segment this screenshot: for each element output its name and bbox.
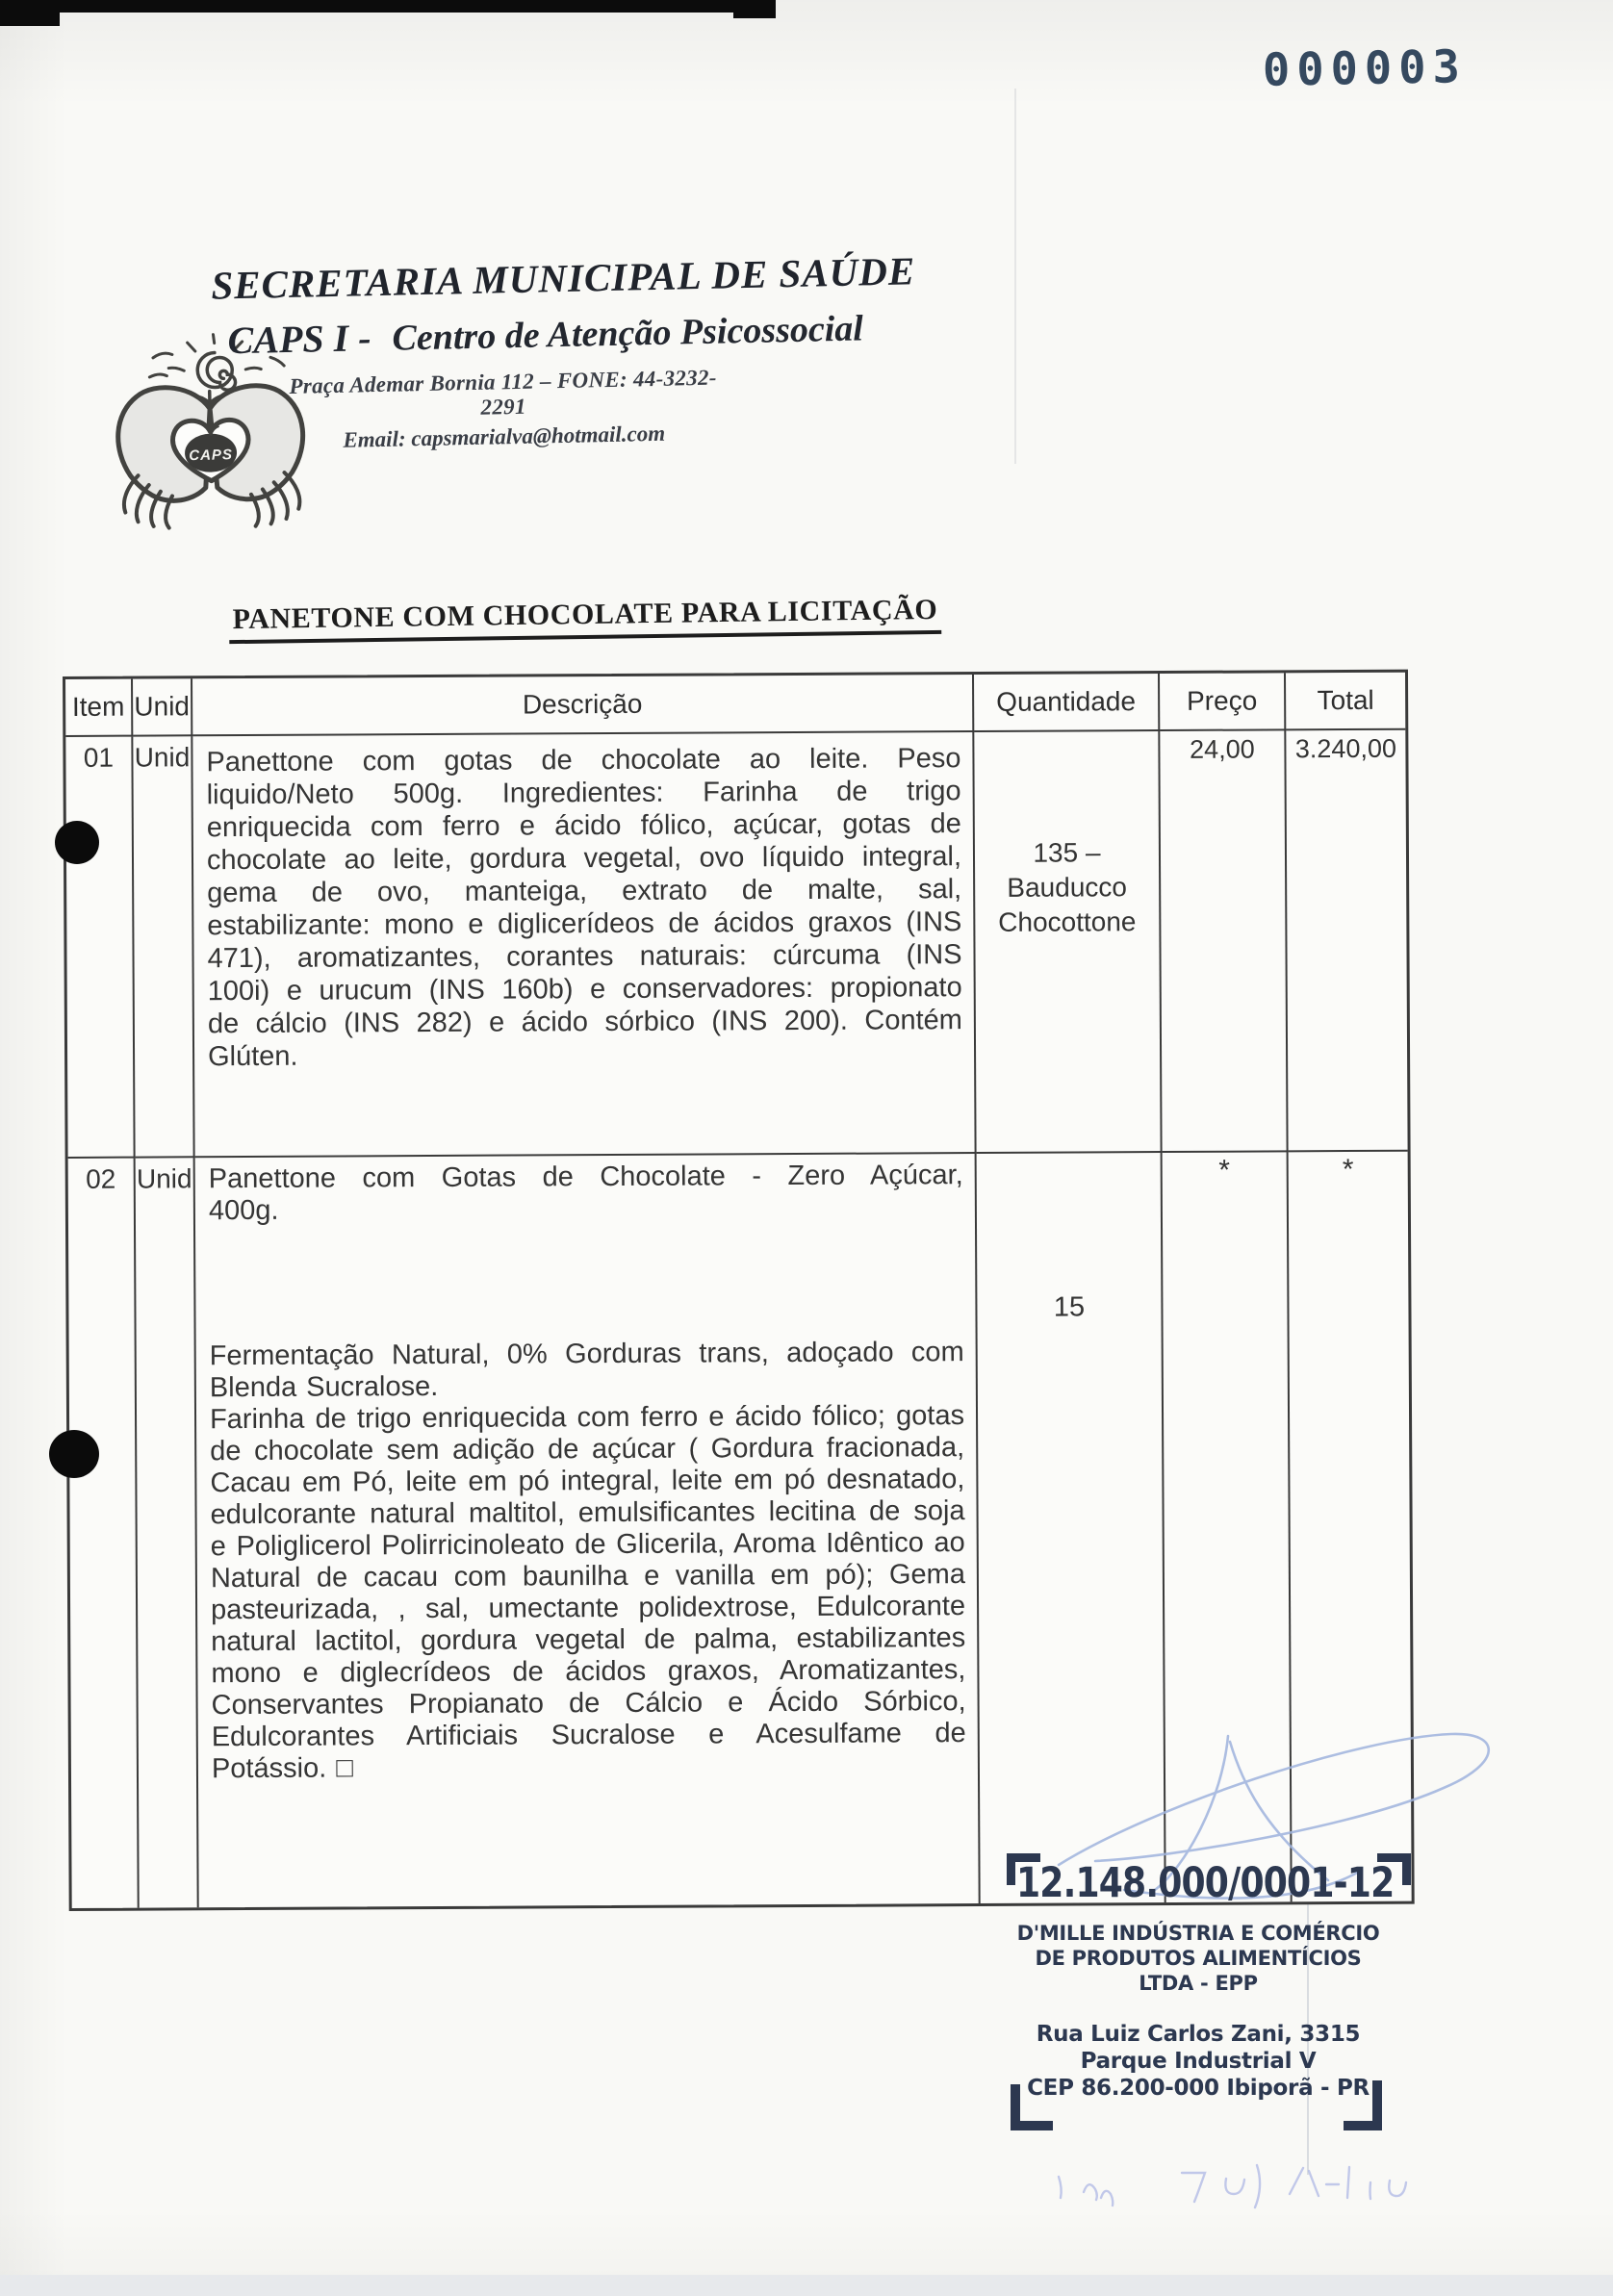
logo-caps-label: CAPS	[189, 446, 234, 465]
row1-item: 01	[65, 737, 135, 1159]
row2-unid: Unid	[136, 1158, 199, 1907]
org-address: Praça Ademar Bornia 112 – FONE: 44-3232-2291	[289, 365, 717, 420]
row1-unid: Unid	[133, 736, 194, 1158]
company-stamp	[982, 1846, 1415, 2134]
page-number-stamp: 000003	[1262, 40, 1468, 97]
row2-descricao	[195, 1154, 981, 1907]
col-header-quantidade: Quantidade	[974, 674, 1160, 732]
col-header-descricao: Descrição	[192, 675, 974, 736]
row1-preco: 24,00	[1160, 730, 1288, 1153]
handwriting-scribble	[1037, 2144, 1461, 2221]
stamp-bracket-bottom-left	[1011, 2084, 1053, 2130]
unit-name: CAPS I -	[227, 316, 371, 363]
row1-quantidade: 135 – Bauducco Chocottone	[974, 731, 1162, 1154]
scan-artifact-corner	[0, 0, 60, 26]
row1-total: 3.240,00	[1286, 730, 1407, 1153]
row2-descricao-p2: Fermentação Natural, 0% Gorduras trans, adoçado com Blenda Sucralose.	[209, 1337, 964, 1404]
row2-item: 02	[68, 1159, 140, 1908]
scan-bottom-edge	[0, 2275, 1613, 2296]
col-header-unid: Unid	[133, 678, 192, 736]
row2-descricao-p3: Farinha de trigo enriquecida com ferro e ácido fólico; gotas de chocolate sem adição de açúcar ( Gordura fracionada, Cacau em Pó, leite em pó integral, leite em pó desnatado, edulcorante natural maltitol, emulsificantes lecitina de soja e Poliglicerol Polirricinoleato de Glicerila, Aroma Idêntico ao Natural de cacau com baunilha e vanilla em pó); Gema pasteurizada, , sal, umectante polidextrose, Edulcorante natural lactitol, gordura vegetal de palma, estabilizantes mono e diglecrídeos de ácidos graxos, Aromatizantes, Conservantes Propianato de Cálcio e Ácido Sórbico, Edulcorantes Artificiais Sucralose e Acesulfame de Potássio. □	[209, 1400, 966, 1785]
row2-quantidade: 15	[977, 1153, 1166, 1903]
col-header-item: Item	[65, 679, 133, 737]
row1-descricao	[192, 732, 976, 1158]
row1-descricao-text: Panettone com gotas de chocolate ao leite. Peso liquido/Neto 500g. Ingredientes: Farinha de trigo enriquecida com ferro e ácido fólico, açúcar, gotas de chocolate ao leite, gordura vegetal, ovo líquido integral, gema de ovo, manteiga, extrato de malte, sal, estabilizante: mono e diglicerídeos de ácidos graxos (INS 471), aromatizantes, corantes naturais: cúrcuma (INS 100i) e urucum (INS 160b) e conservadores: propionato de cálcio (INS 282) e ácido sórbico (INS 200). Contém Glúten.	[206, 743, 962, 1073]
stamp-company-line3: LTDA - EPP	[1139, 1972, 1258, 1995]
stamp-bracket-bottom-right	[1344, 2080, 1382, 2130]
stamp-company-line2: DE PRODUTOS ALIMENTÍCIOS	[1035, 1947, 1362, 1970]
row2-preco: *	[1163, 1152, 1293, 1902]
stamp-company-line1: D'MILLE INDÚSTRIA E COMÉRCIO	[1016, 1922, 1380, 1945]
title-row	[219, 594, 952, 645]
hole-punch-top	[55, 821, 99, 864]
paper-crease-top	[1014, 89, 1016, 464]
stamp-address-line3: CEP 86.200-000 Ibiporã - PR	[1027, 2076, 1370, 2101]
stamp-address-line2: Parque Industrial V	[1080, 2049, 1317, 2074]
org-title: SECRETARIA MUNICIPAL DE SAÚDE	[210, 248, 916, 308]
row2-total: *	[1342, 1153, 1354, 1186]
stamp-cnpj: 12.148.000/0001-12	[1016, 1859, 1395, 1907]
scan-artifact-mark	[733, 0, 776, 18]
col-header-preco: Preço	[1160, 673, 1286, 731]
col-header-total: Total	[1286, 673, 1405, 731]
unit-title	[227, 304, 863, 363]
stamp-address-line1: Rua Luiz Carlos Zani, 3315	[1036, 2022, 1361, 2047]
scan-artifact-top-bar	[0, 0, 776, 13]
org-email: Email: capsmarialva@hotmail.com	[343, 421, 666, 452]
hole-punch-bottom	[49, 1430, 99, 1478]
document-title: PANETONE COM CHOCOLATE PARA LICITAÇÃO	[228, 594, 941, 644]
unit-fullname: Centro de Atenção Psicossocial	[392, 308, 864, 359]
row2-descricao-p1: Panettone com Gotas de Chocolate - Zero Açúcar, 400g.	[208, 1160, 963, 1227]
contact-block	[271, 365, 735, 454]
